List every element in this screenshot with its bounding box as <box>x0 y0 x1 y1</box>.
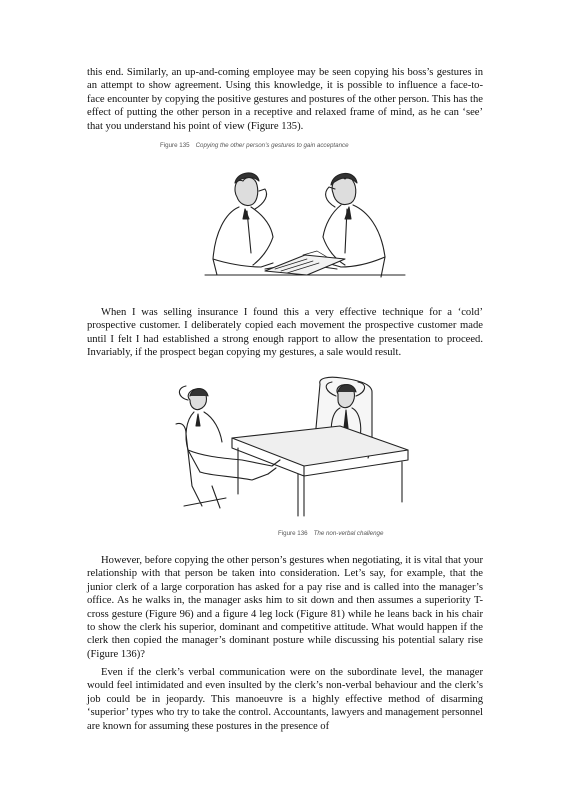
figure-135-caption-text: Copying the other person’s gestures to gain acceptance <box>195 142 349 149</box>
figure-135-number: Figure 135 <box>160 142 190 149</box>
figure-135-illustration <box>195 163 415 288</box>
paragraph-1: this end. Similarly, an up-and-coming employee may be seen copying his boss’s gestures in an attempt to show agreement. Using this knowledge, it is possible to influence a face-to-face encounter by copying the positive gestures and postures of the other person. This has the effect of putting the other person in a receptive and relaxed frame of mind, as he can ‘see’ that you understand his point of view (Figure 135). <box>87 67 483 132</box>
figure-136-caption <box>278 529 478 538</box>
figure-136-caption-text: The non-verbal challenge <box>313 530 384 537</box>
paragraph-3: However, before copying the other person’s gestures when negotiating, it is vital that your relationship with that person be taken into consideration. Let’s say, for example, that the junior clerk of a large corporation has asked for a pay rise and is called into the manager’s office. As he walks in, the manager asks him to sit down and then assumes a superiority T-cross gesture (Figure 96) and a figure 4 leg lock (Figure 81) while he leans back in his chair to show the clerk his superior, dominant and competitive attitude. What would happen if the clerk then copied the manager’s dominant posture while discussing his potential salary rise (Figure 136)? <box>87 555 483 660</box>
left-man-drawing <box>213 173 277 275</box>
figure-136-number: Figure 136 <box>278 530 308 537</box>
paragraph-2: When I was selling insurance I found this a very effective technique for a ‘cold’ prospective customer. I deliberately copied each movement the prospective customer made until I felt I had established a strong enough rapport to allow the presentation to proceed. Invariably, if the prospect began copying my gestures, a sale would result. <box>87 307 483 359</box>
desk-drawing <box>232 426 408 516</box>
paragraph-4: Even if the clerk’s verbal communication were on the subordinate level, the manager would feel intimidated and even insulted by the clerk’s non-verbal behaviour and the clerk’s job could be in jeopardy. This manoeuvre is a highly effective method of disarming ‘superior’ types who try to take the control. Accountants, lawyers and management personnel are known for assuming these postures in the presence of <box>87 667 483 732</box>
figure-135-caption <box>160 141 360 150</box>
figure-136-illustration <box>172 376 432 521</box>
